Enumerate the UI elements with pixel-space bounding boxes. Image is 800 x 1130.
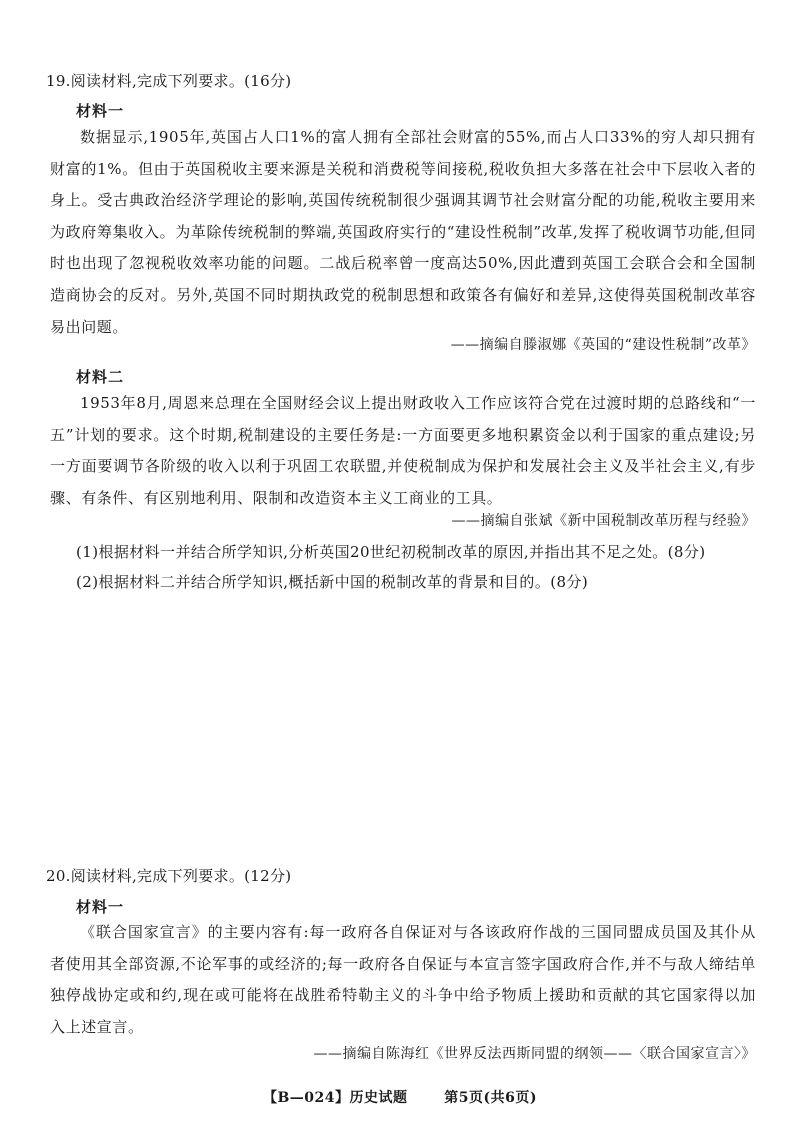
- q20-material1-label: 材料一: [76, 898, 125, 916]
- q19-subquestion-1: (1)根据材料一并结合所学知识,分析英国20世纪初税制改革的原因,并指出其不足之处。(8分): [76, 543, 706, 561]
- page-number: 第5页(共6页): [444, 1090, 538, 1106]
- q19-material1-text: 数据显示,1905年,英国占人口1%的富人拥有全部社会财富的55%,而占人口33%的穷人却只拥有财富的1%。但由于英国税收主要来源是关税和消费税等间接税,税收负担大多落在社会中下层收入者的身上。受古典政治经济学理论的影响,英国传统税制很少强调其调节社会财富分配的功能,税收主要用来为政府筹集收入。为革除传统税制的弊端,英国政府实行的“建设性税制”改革,发挥了税收调节功能,但同时也出现了忽视税收效率功能的问题。二战后税率曾一度高达50%,因此遭到英国工会联合会和全国制造商协会的反对。另外,英国不同时期执政党的税制思想和政策各有偏好和差异,这使得英国税制改革容易出问题。: [50, 128, 756, 336]
- q19-material1-label: 材料一: [76, 102, 125, 120]
- q20-material1-text: 《联合国家宣言》的主要内容有:每一政府各自保证对与各该政府作战的三国同盟成员国及其仆从者使用其全部资源,不论军事的或经济的;每一政府各自保证与本宣言签字国政府合作,并不与敌人缔结单独停战协定或和约,现在或可能将在战胜希特勒主义的斗争中给予物质上援助和贡献的其它国家得以加入上述宣言。: [50, 923, 756, 1036]
- q20-material1-source: ——摘编自陈海红《世界反法西斯同盟的纲领——〈联合国家宣言〉》: [313, 1046, 756, 1062]
- exam-code: 【B—024】历史试题: [262, 1090, 408, 1106]
- q19-material2-text: 1953年8月,周恩来总理在全国财经会议上提出财政收入工作应该符合党在过渡时期的总路线和“一五”计划的要求。这个时期,税制建设的主要任务是:一方面要更多地积累资金以利于国家的重点建设;另一方面要调节各阶级的收入以利于巩固工农联盟,并使税制成为保护和发展社会主义及半社会主义,有步骤、有条件、有区别地利用、限制和改造资本主义工商业的工具。: [50, 394, 756, 507]
- q19-material2-label: 材料二: [76, 368, 125, 386]
- q19-material1-source: ——摘编自滕淑娜《英国的“建设性税制”改革》: [450, 337, 756, 353]
- q19-heading: 19.阅读材料,完成下列要求。(16分): [46, 72, 292, 90]
- q19-subquestion-2: (2)根据材料二并结合所学知识,概括新中国的税制改革的背景和目的。(8分): [76, 573, 589, 591]
- page-footer: [0, 1087, 800, 1107]
- q19-material2-source: ——摘编自张斌《新中国税制改革历程与经验》: [451, 513, 756, 529]
- q20-heading: 20.阅读材料,完成下列要求。(12分): [46, 867, 292, 885]
